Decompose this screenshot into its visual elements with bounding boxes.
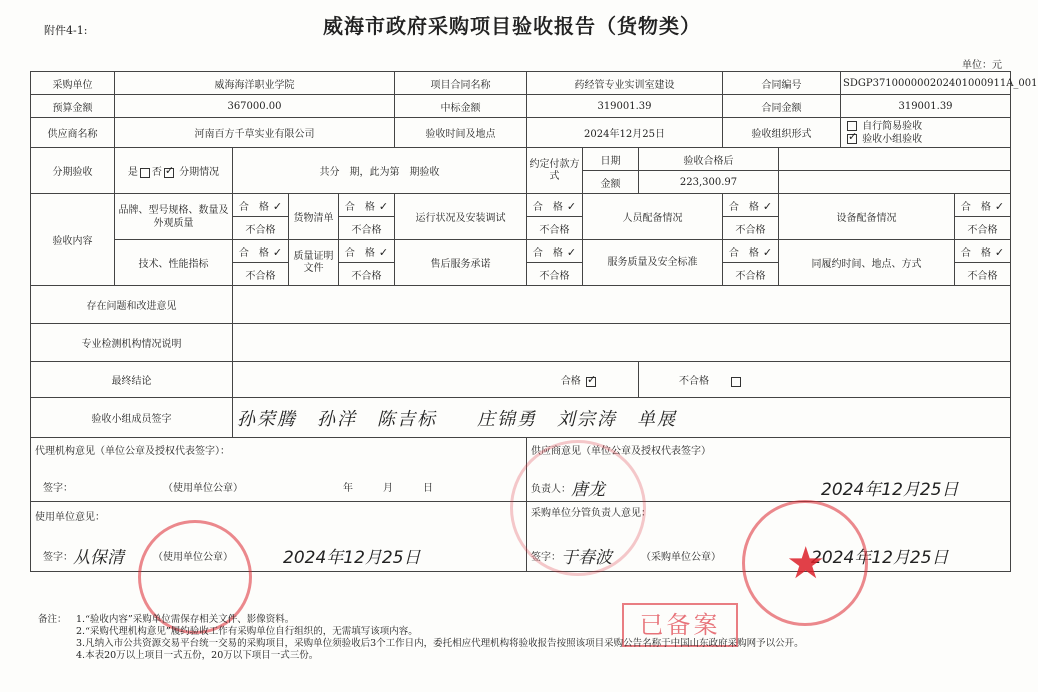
stage-info-label: 分期情况 [179, 167, 220, 178]
supplier-opinion-label: 供应商意见（单位公章及授权代表签字） [531, 446, 711, 457]
stage-blank-1 [779, 148, 1011, 171]
final-fail-checkbox[interactable] [731, 377, 741, 387]
simple-accept-label: 自行简易验收 [862, 120, 923, 132]
time-place-label: 验收时间及地点 [395, 118, 527, 148]
supplier-value: 河南百方千草实业有限公司 [115, 118, 395, 148]
proxy-opinion-label: 代理机构意见（单位公章及授权代表签字）： [35, 446, 230, 457]
item-staff-label: 人员配备情况 [583, 194, 723, 240]
proxy-sign-line [35, 479, 524, 494]
user-seal-label: （使用单位公章） [153, 552, 233, 563]
buyer-leader-signature: 于春波 [561, 548, 612, 568]
user-date: 2024年12月25日 [283, 548, 421, 568]
filed-stamp: 已备案 [622, 603, 738, 647]
org-form-label: 验收组织形式 [723, 118, 841, 148]
supplier-seal-stamp [510, 440, 646, 576]
supplier-label: 供应商名称 [31, 118, 115, 148]
proxy-day: 日 [423, 483, 433, 494]
item-service-pass: 合 格 ✓ [723, 240, 779, 263]
proxy-month: 月 [383, 483, 393, 494]
stage-no-checkbox[interactable] [164, 168, 174, 178]
members-label: 验收小组成员签字 [31, 398, 233, 438]
item-schedule-label: 同履约时间、地点、方式 [779, 240, 955, 286]
issues-value [233, 286, 1011, 324]
final-fail-label: 不合格 [679, 376, 709, 387]
stage-blank-2 [779, 171, 1011, 194]
item-staff-fail: 不合格 [723, 217, 779, 240]
contract-no-label: 合同编号 [723, 72, 841, 95]
project-label: 项目合同名称 [395, 72, 527, 95]
item-after-sale-pass: 合 格 ✓ [527, 240, 583, 263]
bid-label: 中标金额 [395, 95, 527, 118]
item-brand-pass: 合 格 ✓ [233, 194, 289, 217]
row-supplier [31, 118, 1011, 148]
buyer-sign-label: 签字： [531, 552, 561, 563]
stage-yes-checkbox[interactable] [140, 168, 150, 178]
item-quality-label: 质量证明文件 [289, 240, 339, 286]
proxy-seal-label: （使用单位公章） [163, 483, 243, 494]
item-run-pass: 合 格 ✓ [527, 194, 583, 217]
buyer-leader-label: 采购单位分管负责人意见： [531, 508, 651, 519]
final-pass-cell [233, 362, 639, 398]
user-sign-label: 签字： [43, 552, 73, 563]
item-tech-pass: 合 格 ✓ [233, 240, 289, 263]
contract-amount-value: 319001.39 [841, 95, 1011, 118]
org-form-options [841, 118, 1011, 148]
supplier-date: 2024年12月25日 [821, 480, 959, 500]
item-quality-fail: 不合格 [339, 263, 395, 286]
stage-no-label: 否 [151, 167, 162, 178]
amount-label: 金额 [583, 171, 639, 194]
notes-section [38, 614, 804, 662]
payment-label: 约定付款方式 [527, 148, 583, 194]
item-run-label: 运行状况及安装调试 [395, 194, 527, 240]
note-2: 2.“采购代理机构意见”履约验收工作有采购单位自行组织的，无需填写该项内容。 [76, 626, 418, 637]
responsible-label: 负责人： [531, 484, 571, 495]
note-3: 3.凡纳入市公共资源交易平台统一交易的采购项目，采购单位须验收后3个工作日内，委托相应代理机构将验收报告按照该项目采购公告名称于中国山东政府采购网予以公开。 [76, 638, 804, 649]
user-opinion-cell [31, 502, 527, 572]
contract-no-value: SDGP371000000202401000911A_001 [841, 72, 1011, 95]
item-tech-label: 技术、性能指标 [115, 240, 233, 286]
project-value: 药经管专业实训室建设 [527, 72, 723, 95]
note-1: 1.“验收内容”采购单位需保存相关文件、影像资料。 [76, 614, 295, 625]
buyer-value: 威海海洋职业学院 [115, 72, 395, 95]
buyer-seal-label: （采购单位公章） [641, 552, 721, 563]
page-title: 威海市政府采购项目验收报告（货物类） [323, 14, 701, 38]
unit-label: 单位：元 [962, 60, 1002, 71]
item-staff-pass: 合 格 ✓ [723, 194, 779, 217]
star-icon: ★ [786, 538, 826, 589]
item-list-pass: 合 格 ✓ [339, 194, 395, 217]
final-pass-label: 合格 [560, 376, 581, 387]
row-final [31, 362, 1011, 398]
agency-label: 专业检测机构情况说明 [31, 324, 233, 362]
stage-yes-label: 是 [127, 167, 138, 178]
qualified-after: 验收合格后 [639, 148, 779, 171]
item-brand-fail: 不合格 [233, 217, 289, 240]
contract-amount-label: 合同金额 [723, 95, 841, 118]
row-stage [31, 148, 1011, 171]
row-members [31, 398, 1011, 438]
date-label: 日期 [583, 148, 639, 171]
item-quality-pass: 合 格 ✓ [339, 240, 395, 263]
content-label: 验收内容 [31, 194, 115, 286]
proxy-sign-label: 签字： [43, 483, 73, 494]
item-run-fail: 不合格 [527, 217, 583, 240]
item-after-sale-fail: 不合格 [527, 263, 583, 286]
stage-info-value: 共分 期，此为第 期验收 [233, 148, 527, 194]
item-service-fail: 不合格 [723, 263, 779, 286]
row-agency [31, 324, 1011, 362]
amount-value: 223,300.97 [639, 171, 779, 194]
bid-value: 319001.39 [527, 95, 723, 118]
user-signature: 从保清 [73, 548, 124, 568]
item-equip-fail: 不合格 [955, 217, 1011, 240]
notes-label: 备注： [38, 614, 67, 625]
item-schedule-pass: 合 格 ✓ [955, 240, 1011, 263]
item-list-label: 货物清单 [289, 194, 339, 240]
item-equip-label: 设备配备情况 [779, 194, 955, 240]
item-brand-label: 品牌、型号规格、数量及外观质量 [115, 194, 233, 240]
item-schedule-fail: 不合格 [955, 263, 1011, 286]
time-place-value: 2024年12月25日 [527, 118, 723, 148]
item-equip-pass: 合 格 ✓ [955, 194, 1011, 217]
note-4: 4.本表20万以上项目一式五份，20万以下项目一式三份。 [76, 650, 319, 661]
issues-label: 存在问题和改进意见 [31, 286, 233, 324]
final-fail-cell [639, 362, 1011, 398]
user-opinion-label: 使用单位意见： [35, 512, 105, 523]
item-service-label: 服务质量及安全标准 [583, 240, 723, 286]
proxy-year: 年 [343, 483, 353, 494]
team-accept-label: 验收小组验收 [862, 133, 923, 145]
content-row-1 [31, 194, 1011, 217]
attachment-label: 附件4-1: [44, 24, 88, 37]
item-tech-fail: 不合格 [233, 263, 289, 286]
row-budget [31, 95, 1011, 118]
user-sign-line [35, 543, 524, 568]
item-list-fail: 不合格 [339, 217, 395, 240]
agency-value [233, 324, 1011, 362]
content-row-3 [31, 240, 1011, 263]
row-buyer [31, 72, 1011, 95]
responsible-signature: 唐龙 [571, 480, 605, 500]
members-signatures: 孙荣腾 孙洋 陈吉标 庄锦勇 刘宗涛 单展 [233, 398, 1011, 438]
proxy-opinion-cell [31, 438, 527, 502]
buyer-label: 采购单位 [31, 72, 115, 95]
team-accept-checkbox[interactable] [847, 134, 857, 144]
row-issues [31, 286, 1011, 324]
stage-yes-no [115, 148, 233, 194]
budget-value: 367000.00 [115, 95, 395, 118]
budget-label: 预算金额 [31, 95, 115, 118]
item-after-sale-label: 售后服务承诺 [395, 240, 527, 286]
buyer-date: 2024年12月25日 [811, 548, 949, 568]
stage-label: 分期验收 [31, 148, 115, 194]
final-label: 最终结论 [31, 362, 233, 398]
final-pass-checkbox[interactable] [586, 377, 596, 387]
